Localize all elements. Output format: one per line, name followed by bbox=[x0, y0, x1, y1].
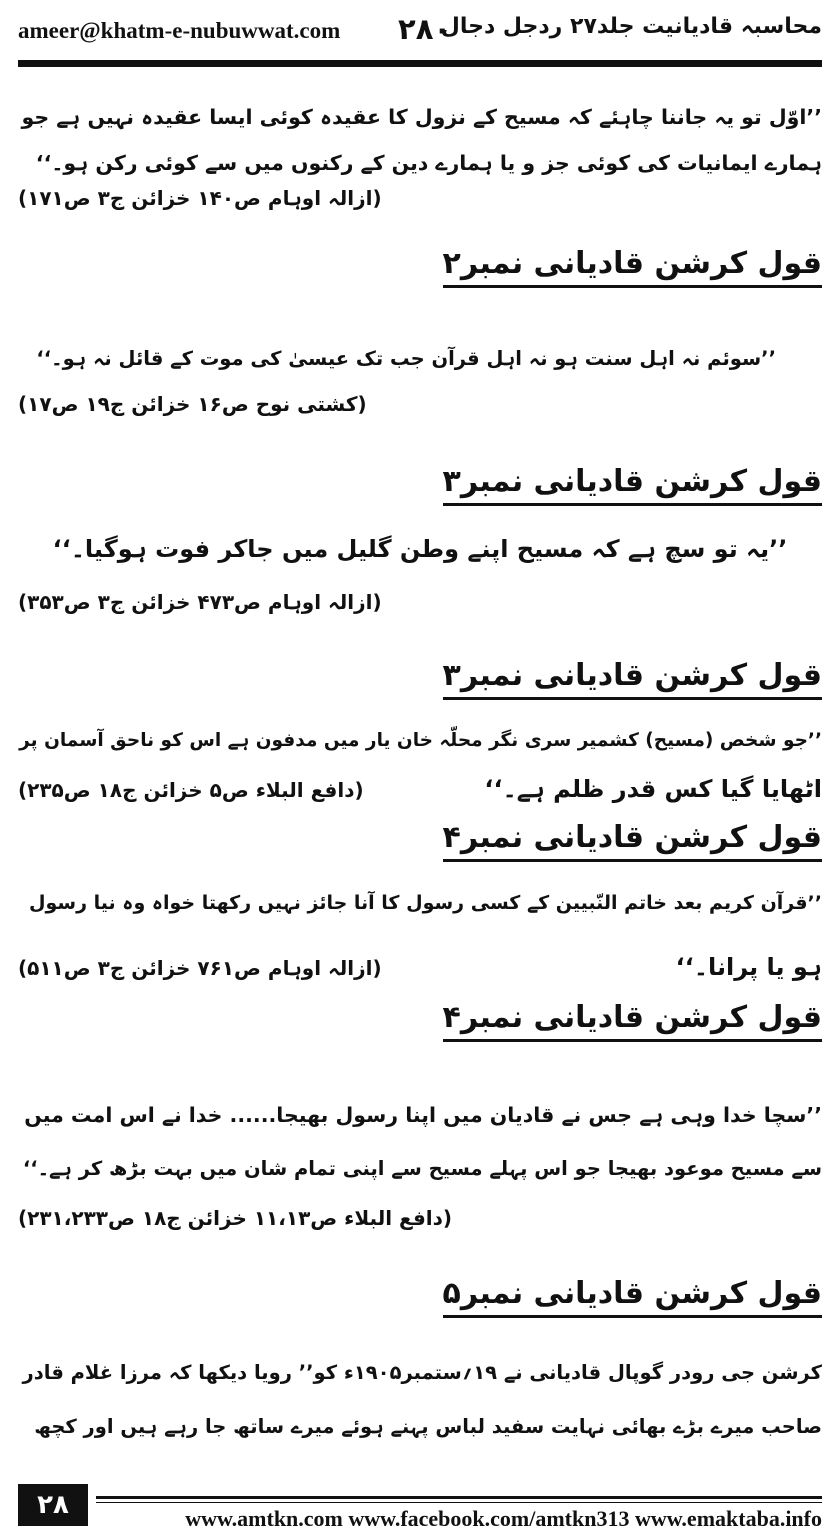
section-heading: قول کرشن قادیانی نمبر۵ bbox=[443, 1276, 822, 1318]
quote-line: اٹھایا گیا کس قدر ظلم ہے۔‘‘ bbox=[484, 775, 822, 803]
citation: (کشتی نوح ص۱۶ خزائن ج۱۹ ص۱۷) bbox=[18, 392, 367, 416]
section-heading: قول کرشن قادیانی نمبر۴ bbox=[443, 1000, 822, 1042]
quote-line: ’’سچا خدا وہی ہے جس نے قادیان میں اپنا رسول بھیجا...... خدا نے اس امت میں bbox=[24, 1103, 822, 1127]
citation: (دافع البلاء ص۵ خزائن ج۱۸ ص۲۳۵) bbox=[18, 778, 364, 802]
paragraph-line: صاحب میرے بڑے بھائی نہایت سفید لباس پہنے ہوئے میرے ساتھ جا رہے ہیں اور کچھ bbox=[34, 1415, 822, 1438]
citation: (ازالہ اوہام ص۴۷۳ خزائن ج۳ ص۳۵۳) bbox=[18, 590, 382, 614]
section-heading: قول کرشن قادیانی نمبر۳ bbox=[443, 658, 822, 700]
quote-line: سے مسیح موعود بھیجا جو اس پہلے مسیح سے اپنی تمام شان میں بہت بڑھ کر ہے۔‘‘ bbox=[22, 1157, 822, 1180]
header-divider bbox=[18, 60, 822, 67]
section-heading: قول کرشن قادیانی نمبر۳ bbox=[443, 464, 822, 506]
citation: (ازالہ اوہام ص۷۶۱ خزائن ج۳ ص۵۱۱) bbox=[18, 956, 382, 980]
citation: (ازالہ اوہام ص۱۴۰ خزائن ج۳ ص۱۷۱) bbox=[18, 186, 382, 210]
quote-line: ’’یہ تو سچ ہے کہ مسیح اپنے وطن گلیل میں جاکر فوت ہوگیا۔‘‘ bbox=[52, 535, 788, 563]
quote-line: ’’سوئم نہ اہل سنت ہو نہ اہل قرآن جب تک عیسیٰ کی موت کے قائل نہ ہو۔‘‘ bbox=[36, 347, 776, 370]
section-heading: قول کرشن قادیانی نمبر۴ bbox=[443, 820, 822, 862]
section-heading: قول کرشن قادیانی نمبر۲ bbox=[443, 246, 822, 288]
citation: (دافع البلاء ص۱۱،۱۳ خزائن ج۱۸ ص۲۳۱،۲۳۳) bbox=[18, 1206, 453, 1230]
footer-links: www.amtkn.com www.facebook.com/amtkn313 www.emaktaba.info bbox=[185, 1506, 822, 1531]
header-email: ameer@khatm-e-nubuwwat.com bbox=[18, 18, 341, 43]
footer-divider-thin bbox=[96, 1502, 822, 1503]
quote-line: ’’قرآن کریم بعد خاتم النّبیین کے کسی رسول کا آنا جائز نہیں رکھتا خواہ وہ نیا رسول bbox=[29, 892, 822, 914]
quote-line: ’’جو شخص (مسیح) کشمیر سری نگر محلّہ خان یار میں مدفون ہے اس کو ناحق آسمان پر bbox=[19, 730, 822, 751]
header-page-number: ۲۸۰ bbox=[398, 12, 452, 46]
paragraph-line: کرشن جی رودر گوپال قادیانی نے ۱۹؍ستمبر۱۹۰۵ء کو’’ رویا دیکھا کہ مرزا غلام قادر bbox=[22, 1361, 822, 1384]
quote-line: ’’اوّل تو یہ جاننا چاہئے کہ مسیح کے نزول کا عقیدہ کوئی ایسا عقیدہ نہیں ہے جو bbox=[21, 105, 822, 129]
quote-line: ہمارے ایمانیات کی کوئی جز و یا ہمارے دین کے رکنوں میں سے کوئی رکن ہو۔‘‘ bbox=[35, 151, 822, 175]
footer-divider bbox=[96, 1496, 822, 1499]
quote-line: ہو یا پرانا۔‘‘ bbox=[675, 953, 822, 981]
footer-page-number: ۲۸ bbox=[18, 1484, 88, 1526]
header-book-title: محاسبہ قادیانیت جلد۲۷ ردجل دجال bbox=[440, 14, 822, 39]
